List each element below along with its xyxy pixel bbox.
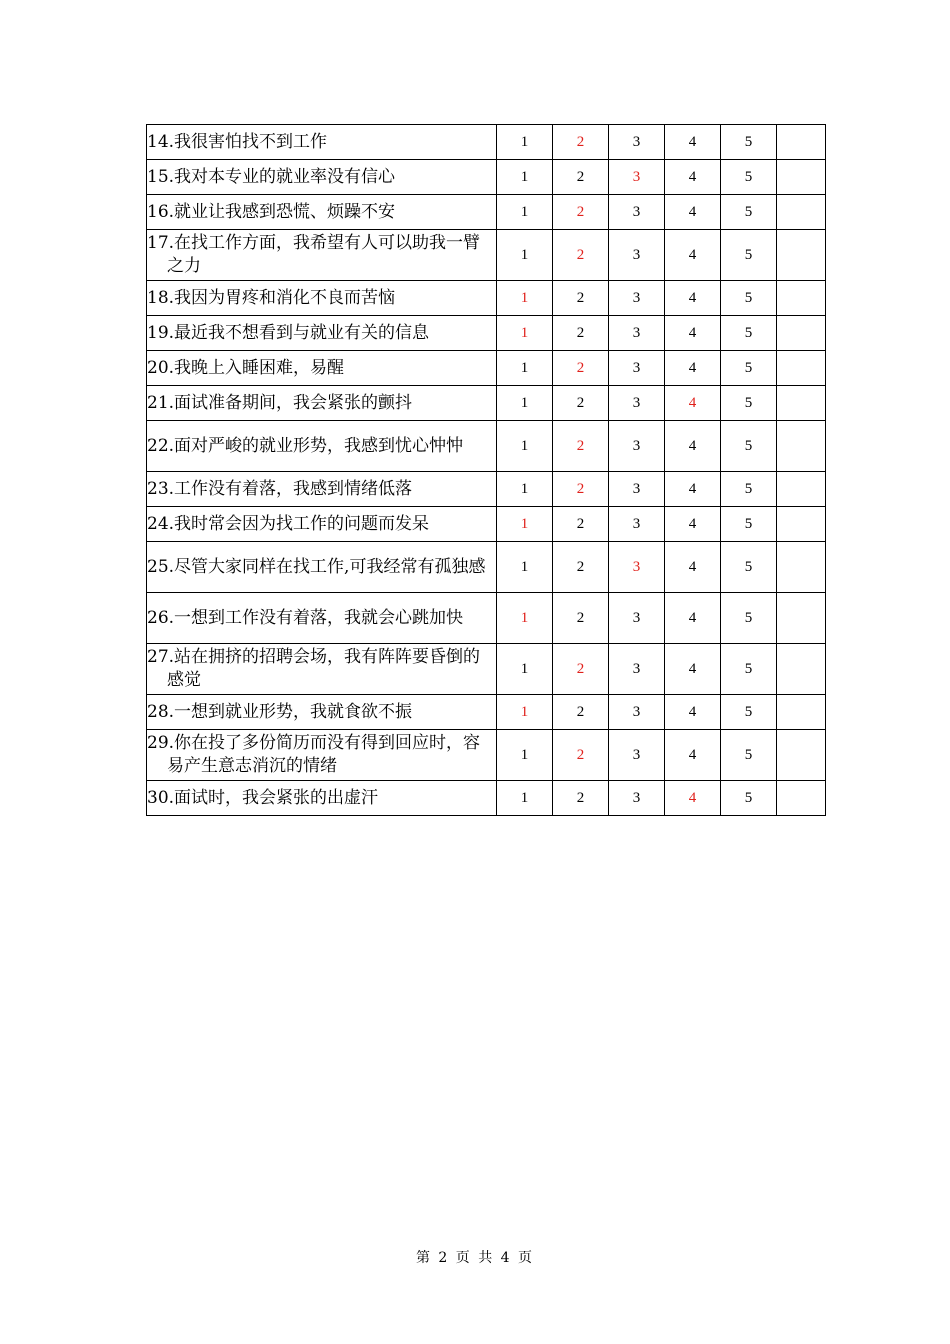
- question-text: 15.我对本专业的就业率没有信心: [147, 166, 396, 187]
- option-score-selected[interactable]: 1: [497, 593, 553, 644]
- option-score[interactable]: 2: [553, 281, 609, 316]
- option-score[interactable]: 4: [665, 421, 721, 472]
- option-score[interactable]: 4: [665, 593, 721, 644]
- option-score[interactable]: 1: [497, 351, 553, 386]
- option-score[interactable]: 5: [721, 695, 777, 730]
- option-score-selected[interactable]: 4: [665, 781, 721, 816]
- option-score[interactable]: 3: [609, 507, 665, 542]
- question-cell: [147, 644, 497, 695]
- option-score[interactable]: 3: [609, 593, 665, 644]
- option-score-selected[interactable]: 2: [553, 730, 609, 781]
- empty-cell: [777, 351, 826, 386]
- question-text: 18.我因为胃疼和消化不良而苦恼: [147, 287, 396, 308]
- question-cell: [147, 730, 497, 781]
- question-cell: [147, 160, 497, 195]
- option-score-selected[interactable]: 2: [553, 195, 609, 230]
- table-row: [147, 281, 826, 316]
- option-score[interactable]: 5: [721, 644, 777, 695]
- option-score[interactable]: 5: [721, 316, 777, 351]
- option-score[interactable]: 1: [497, 472, 553, 507]
- table-row: [147, 230, 826, 281]
- question-text: 21.面试准备期间，我会紧张的颤抖: [147, 392, 413, 413]
- question-text: 20.我晚上入睡困难，易醒: [147, 357, 345, 378]
- empty-cell: [777, 125, 826, 160]
- option-score[interactable]: 2: [553, 593, 609, 644]
- option-score[interactable]: 5: [721, 507, 777, 542]
- option-score-selected[interactable]: 3: [609, 160, 665, 195]
- empty-cell: [777, 695, 826, 730]
- option-score[interactable]: 3: [609, 230, 665, 281]
- question-cell: [147, 507, 497, 542]
- option-score[interactable]: 4: [665, 316, 721, 351]
- question-cell: [147, 593, 497, 644]
- question-text: 30.面试时，我会紧张的出虚汗: [147, 787, 379, 808]
- option-score[interactable]: 4: [665, 542, 721, 593]
- question-cell: [147, 125, 497, 160]
- option-score[interactable]: 5: [721, 160, 777, 195]
- option-score[interactable]: 3: [609, 125, 665, 160]
- option-score[interactable]: 5: [721, 730, 777, 781]
- option-score[interactable]: 4: [665, 125, 721, 160]
- question-cell: [147, 695, 497, 730]
- option-score[interactable]: 2: [553, 316, 609, 351]
- question-cell: [147, 230, 497, 281]
- option-score[interactable]: 2: [553, 695, 609, 730]
- table-row: [147, 160, 826, 195]
- option-score[interactable]: 3: [609, 281, 665, 316]
- option-score[interactable]: 2: [553, 386, 609, 421]
- option-score[interactable]: 1: [497, 386, 553, 421]
- empty-cell: [777, 472, 826, 507]
- empty-cell: [777, 781, 826, 816]
- option-score[interactable]: 3: [609, 644, 665, 695]
- option-score-selected[interactable]: 1: [497, 507, 553, 542]
- option-score[interactable]: 5: [721, 281, 777, 316]
- question-text: 28.一想到就业形势，我就食欲不振: [147, 701, 413, 722]
- option-score[interactable]: 3: [609, 695, 665, 730]
- option-score[interactable]: 4: [665, 351, 721, 386]
- option-score[interactable]: 4: [665, 472, 721, 507]
- question-text: 25.尽管大家同样在找工作,可我经常有孤独感: [147, 556, 486, 577]
- table-row: [147, 351, 826, 386]
- empty-cell: [777, 730, 826, 781]
- question-cell: [147, 781, 497, 816]
- empty-cell: [777, 230, 826, 281]
- question-text: 14.我很害怕找不到工作: [147, 131, 328, 152]
- empty-cell: [777, 593, 826, 644]
- table-row: [147, 386, 826, 421]
- table-row: [147, 593, 826, 644]
- empty-cell: [777, 160, 826, 195]
- option-score[interactable]: 2: [553, 781, 609, 816]
- option-score-selected[interactable]: 2: [553, 125, 609, 160]
- question-text: 17.在找工作方面，我希望有人可以助我一臂之力: [147, 233, 481, 276]
- option-score[interactable]: 5: [721, 386, 777, 421]
- question-cell: [147, 542, 497, 593]
- option-score[interactable]: 1: [497, 195, 553, 230]
- table-row: [147, 730, 826, 781]
- option-score[interactable]: 4: [665, 230, 721, 281]
- option-score[interactable]: 4: [665, 281, 721, 316]
- option-score[interactable]: 3: [609, 730, 665, 781]
- option-score[interactable]: 5: [721, 472, 777, 507]
- option-score[interactable]: 3: [609, 195, 665, 230]
- option-score[interactable]: 1: [497, 230, 553, 281]
- option-score[interactable]: 5: [721, 781, 777, 816]
- table-row: [147, 195, 826, 230]
- survey-body: [147, 125, 826, 816]
- option-score[interactable]: 3: [609, 316, 665, 351]
- option-score[interactable]: 5: [721, 593, 777, 644]
- option-score[interactable]: 1: [497, 125, 553, 160]
- survey-table: [146, 124, 826, 816]
- table-row: [147, 542, 826, 593]
- option-score-selected[interactable]: 2: [553, 230, 609, 281]
- question-cell: [147, 195, 497, 230]
- option-score[interactable]: 4: [665, 644, 721, 695]
- option-score[interactable]: 1: [497, 644, 553, 695]
- table-row: [147, 781, 826, 816]
- empty-cell: [777, 281, 826, 316]
- option-score[interactable]: 5: [721, 421, 777, 472]
- question-cell: [147, 421, 497, 472]
- option-score[interactable]: 1: [497, 542, 553, 593]
- question-text: 23.工作没有着落，我感到情绪低落: [147, 478, 413, 499]
- table-row: [147, 695, 826, 730]
- option-score-selected[interactable]: 3: [609, 542, 665, 593]
- option-score[interactable]: 5: [721, 195, 777, 230]
- table-row: [147, 421, 826, 472]
- option-score[interactable]: 5: [721, 125, 777, 160]
- question-text: 19.最近我不想看到与就业有关的信息: [147, 322, 430, 343]
- question-text: 29.你在投了多份简历而没有得到回应时，容易产生意志消沉的情绪: [147, 733, 481, 776]
- option-score[interactable]: 3: [609, 421, 665, 472]
- question-cell: [147, 316, 497, 351]
- empty-cell: [777, 644, 826, 695]
- option-score[interactable]: 4: [665, 507, 721, 542]
- table-row: [147, 472, 826, 507]
- option-score[interactable]: 3: [609, 351, 665, 386]
- option-score-selected[interactable]: 2: [553, 351, 609, 386]
- question-cell: [147, 472, 497, 507]
- question-cell: [147, 281, 497, 316]
- table-row: [147, 125, 826, 160]
- option-score[interactable]: 4: [665, 195, 721, 230]
- option-score[interactable]: 4: [665, 160, 721, 195]
- question-text: 24.我时常会因为找工作的问题而发呆: [147, 513, 430, 534]
- question-cell: [147, 351, 497, 386]
- option-score[interactable]: 5: [721, 542, 777, 593]
- question-text: 26.一想到工作没有着落，我就会心跳加快: [147, 607, 464, 628]
- option-score-selected[interactable]: 2: [553, 421, 609, 472]
- option-score-selected[interactable]: 1: [497, 695, 553, 730]
- empty-cell: [777, 316, 826, 351]
- option-score-selected[interactable]: 4: [665, 386, 721, 421]
- option-score-selected[interactable]: 2: [553, 644, 609, 695]
- question-text: 16.就业让我感到恐慌、烦躁不安: [147, 201, 396, 222]
- option-score[interactable]: 2: [553, 542, 609, 593]
- option-score[interactable]: 3: [609, 472, 665, 507]
- table-row: [147, 644, 826, 695]
- empty-cell: [777, 386, 826, 421]
- page-footer: 第 2 页 共 4 页: [415, 1250, 535, 1266]
- option-score[interactable]: 1: [497, 421, 553, 472]
- option-score[interactable]: 1: [497, 160, 553, 195]
- table-row: [147, 507, 826, 542]
- option-score[interactable]: 5: [721, 230, 777, 281]
- option-score[interactable]: 5: [721, 351, 777, 386]
- option-score[interactable]: 2: [553, 507, 609, 542]
- option-score-selected[interactable]: 2: [553, 472, 609, 507]
- empty-cell: [777, 421, 826, 472]
- question-cell: [147, 386, 497, 421]
- table-row: [147, 316, 826, 351]
- question-text: 22.面对严峻的就业形势，我感到忧心忡忡: [147, 435, 464, 456]
- question-text: 27.站在拥挤的招聘会场，我有阵阵要昏倒的感觉: [147, 647, 481, 690]
- option-score[interactable]: 2: [553, 160, 609, 195]
- empty-cell: [777, 195, 826, 230]
- empty-cell: [777, 507, 826, 542]
- option-score[interactable]: 1: [497, 730, 553, 781]
- option-score-selected[interactable]: 1: [497, 281, 553, 316]
- empty-cell: [777, 542, 826, 593]
- option-score[interactable]: 3: [609, 386, 665, 421]
- option-score[interactable]: 3: [609, 781, 665, 816]
- option-score[interactable]: 1: [497, 781, 553, 816]
- option-score-selected[interactable]: 1: [497, 316, 553, 351]
- option-score[interactable]: 4: [665, 730, 721, 781]
- option-score[interactable]: 4: [665, 695, 721, 730]
